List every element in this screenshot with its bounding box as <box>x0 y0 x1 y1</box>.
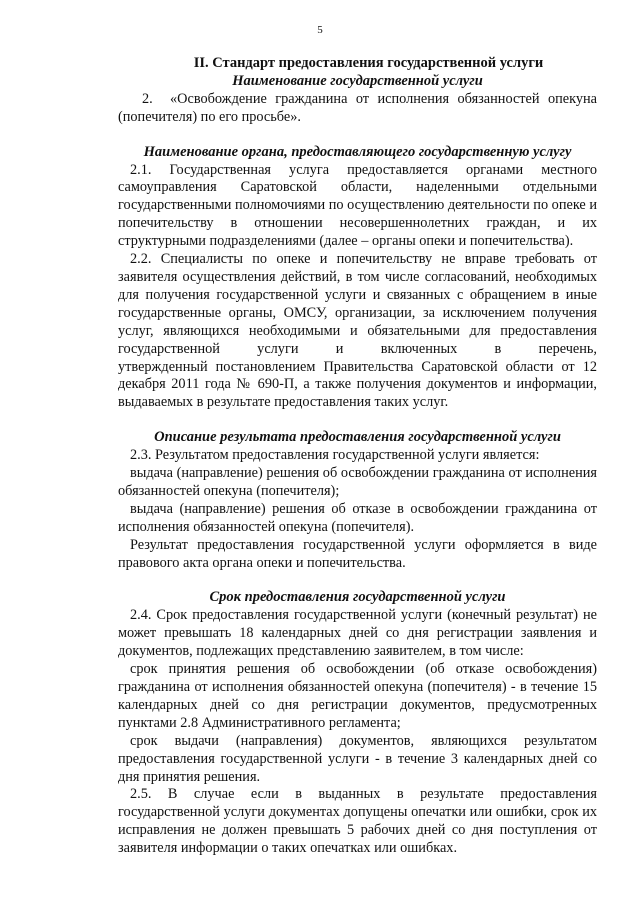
paragraph-2-4: 2.4. Срок предоставления государственной услуги (конечный результат) не может превышать 18 календарных дней со дня регистрации заявления и документов, подлежащих представлению заявителем, в том числе: <box>118 607 597 660</box>
section-title: II. Стандарт предоставления государственной услуги <box>193 55 544 71</box>
service-name-heading: Наименование государственной услуги <box>232 72 483 89</box>
term-item-decision: срок принятия решения об освобождении (об отказе освобождения) гражданина от исполнения обязанностей опекуна (попечителя) - в течение 15 календарных дней со дня регистрации документов, предусмотренных пунктами 2.8 Административного регламента; <box>118 661 597 731</box>
term-item-issuance: срок выдачи (направления) документов, являющихся результатом предоставления государственной услуги - в течение 3 календарных дней со дня принятия решения. <box>118 732 597 785</box>
paragraph-2-2-part-1: 2.2. Специалисты по опеке и попечительству не вправе требовать от заявителя осуществления действий, в том числе согласований, необходимых для получения государственной услуги и связанных с обращением в иные государственные органы, ОМСУ, организации, за исключением получения услуг, являющихся необходимыми и обязательными для предоставления государственной услуги и включенных в перечень, <box>118 251 597 357</box>
result-form-paragraph: Результат предоставления государственной услуги оформляется в виде правового акта органа опеки и попечительства. <box>118 536 597 571</box>
organ-heading: Наименование органа, предоставляющего государственную услугу <box>143 143 572 160</box>
page-number: 5 <box>317 24 323 36</box>
result-item-release: выдача (направление) решения об освобождении гражданина от исполнения обязанностей опекуна (попечителя); <box>118 465 597 499</box>
paragraph-2-number: 2. <box>142 90 153 107</box>
paragraph-2-text: «Освобождение гражданина от исполнения обязанностей опекуна (попечителя) по его просьбе». <box>118 90 597 125</box>
paragraph-2-1: 2.1. Государственная услуга предоставляется органами местного самоуправления Саратовской области, наделенными отдельными государственными полномочиями по осуществлению деятельности по опеке и попечительству в отношении несовершеннолетних граждан, и их структурными подразделениями (далее – органы опеки и попечительства). <box>118 161 597 250</box>
term-heading: Срок предоставления государственной услуги <box>209 589 506 606</box>
paragraph-2-5: 2.5. В случае если в выданных в результате предоставления государственной услуги документах допущены опечатки или ошибки, срок их исправления не должен превышать 5 рабочих дней со дня поступления от заявителя информации о таких опечатках или ошибках. <box>118 786 597 857</box>
paragraph-2 <box>118 91 597 127</box>
paragraph-2-2-part-2: утвержденный постановлением Правительства Саратовской области от 12 декабря 2011 года № 690-П, а также получения документов и информации, выдаваемых в результате предоставления таких услуг. <box>118 358 597 411</box>
result-item-refusal: выдача (направление) решения об отказе в освобождении гражданина от исполнения обязанностей опекуна (попечителя). <box>118 500 597 535</box>
paragraph-2-3: 2.3. Результатом предоставления государственной услуги является: <box>130 447 540 464</box>
result-heading: Описание результата предоставления государственной услуги <box>154 429 561 446</box>
document-body <box>118 55 597 858</box>
